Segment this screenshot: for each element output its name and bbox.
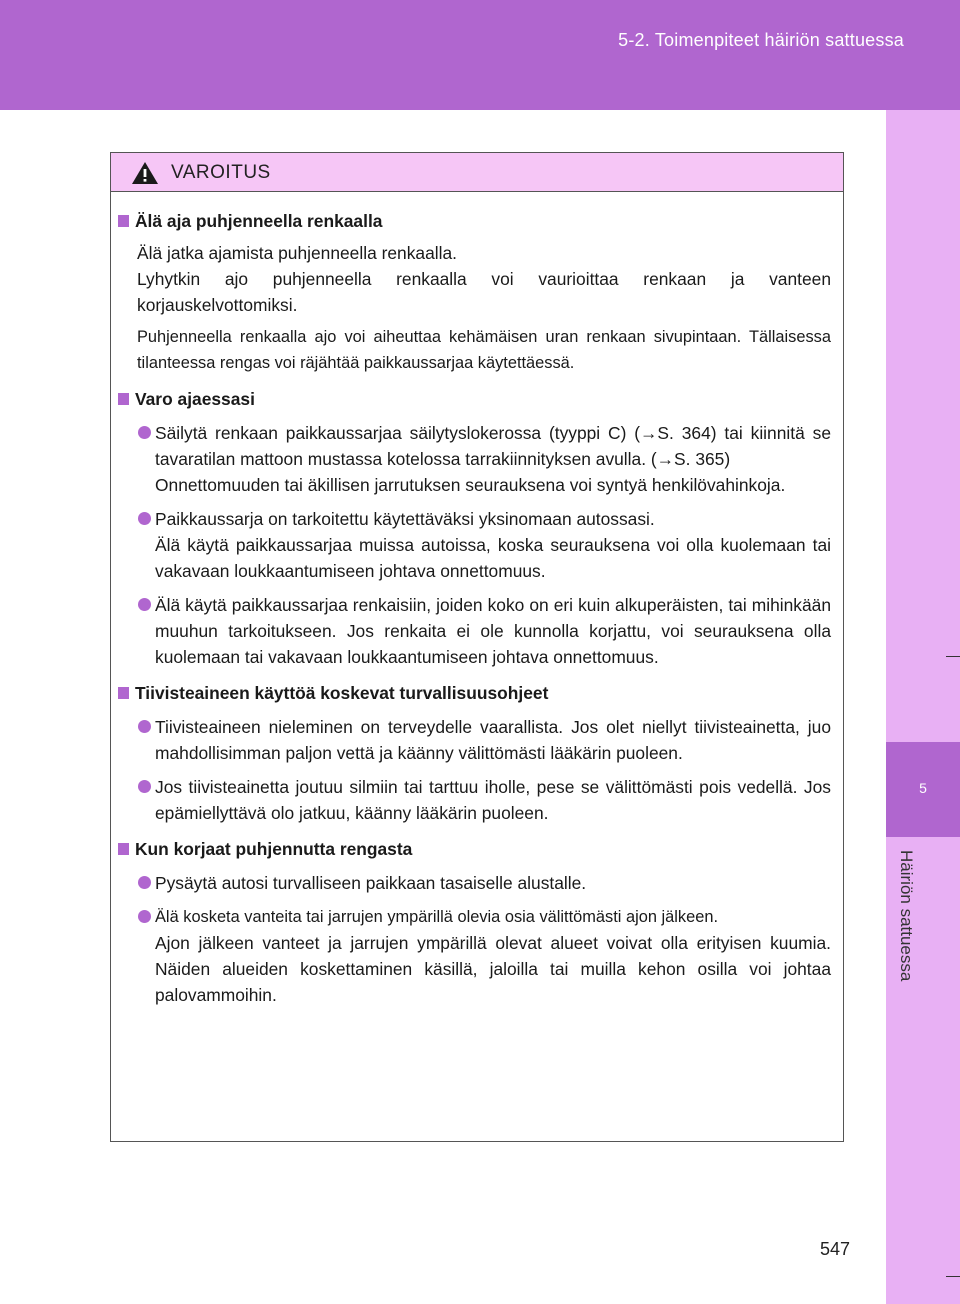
tab-tick-mark — [946, 656, 960, 657]
paragraph: Puhjenneella renkaalla ajo voi aiheuttaa kehämäisen uran renkaan sivupintaan. Tällaisessa tilanteessa rengas voi räjähtää paikkaussarjaa käytettäessä. — [137, 328, 831, 372]
round-bullet-icon — [138, 910, 151, 923]
square-bullet-icon — [118, 687, 129, 699]
chapter-number: 5 — [919, 780, 927, 796]
list-item: Pysäytä autosi turvalliseen paikkaan tasaiselle alustalle. — [118, 870, 831, 896]
list-item: Jos tiivisteainetta joutuu silmiin tai tarttuu iholle, pese se välittömästi pois vedellä. Jos epämiellyttävä olo jatkuu, käänny lääkärin puoleen. — [118, 774, 831, 826]
header-band — [0, 0, 960, 110]
square-bullet-icon — [118, 843, 129, 855]
square-bullet-icon — [118, 393, 129, 405]
warning-title: VAROITUS — [171, 162, 271, 183]
section-heading: Älä aja puhjenneella renkaalla — [118, 208, 831, 234]
warning-body — [111, 192, 843, 1008]
square-bullet-icon — [118, 215, 129, 227]
list-item: Älä kosketa vanteita tai jarrujen ympärillä olevia osia välittömästi ajon jälkeen. Ajon jälkeen vanteet ja jarrujen ympärillä olevat alueet voivat olla erityisen kuumia. Näiden alueiden koskettaminen käsillä, jaloilla tai muilla kehon osilla voi johtaa palovammoihin. — [118, 904, 831, 1008]
warning-header — [111, 153, 843, 192]
section-heading: Tiivisteaineen käyttöä koskevat turvallisuusohjeet — [118, 680, 831, 706]
warning-box — [110, 152, 844, 1142]
round-bullet-icon — [138, 598, 151, 611]
chapter-title: Häiriön sattuessa — [897, 850, 916, 982]
section-heading: Varo ajaessasi — [118, 386, 831, 412]
list-item: Älä käytä paikkaussarjaa renkaisiin, joiden koko on eri kuin alkuperäisten, tai mihinkään muuhun tarkoitukseen. Jos renkaita ei ole kunnolla korjattu, voi seurauksena olla kuolemaan tai vakavaan loukkaantumiseen johtava onnettomuus. — [118, 592, 831, 670]
round-bullet-icon — [138, 426, 151, 439]
round-bullet-icon — [138, 512, 151, 525]
list-item: Säilytä renkaan paikkaussarjaa säilytyslokerossa (tyyppi C) (→S. 364) tai kiinnitä se tavaratilan mattoon mustassa kotelossa tarrakiinnityksen avulla. (→S. 365) Onnettomuuden tai äkillisen jarrutuksen seurauksena voi syntyä henkilövahinkoja. — [118, 420, 831, 498]
warning-triangle-icon — [131, 161, 159, 185]
round-bullet-icon — [138, 780, 151, 793]
chapter-side-tab — [886, 110, 960, 1304]
round-bullet-icon — [138, 720, 151, 733]
section-heading: Kun korjaat puhjennutta rengasta — [118, 836, 831, 862]
tab-tick-mark — [946, 1276, 960, 1277]
page-number: 547 — [820, 1239, 851, 1259]
list-item: Paikkaussarja on tarkoitettu käytettäväksi yksinomaan autossasi. Älä käytä paikkaussarjaa muissa autoissa, koska seurauksena voi olla kuolemaan tai vakavaan loukkaantumiseen johtava onnettomuus. — [118, 506, 831, 584]
round-bullet-icon — [138, 876, 151, 889]
section-header: 5-2. Toimenpiteet häiriön sattuessa — [618, 30, 904, 50]
paragraph: Älä jatka ajamista puhjenneella renkaalla. Lyhytkin ajo puhjenneella renkaalla voi vaurioittaa renkaan ja vanteen korjauskelvottomiksi. — [137, 243, 831, 315]
list-item: Tiivisteaineen nieleminen on terveydelle vaarallista. Jos olet niellyt tiivisteainetta, juo mahdollisimman paljon vettä ja käänny välittömästi lääkärin puoleen. — [118, 714, 831, 766]
